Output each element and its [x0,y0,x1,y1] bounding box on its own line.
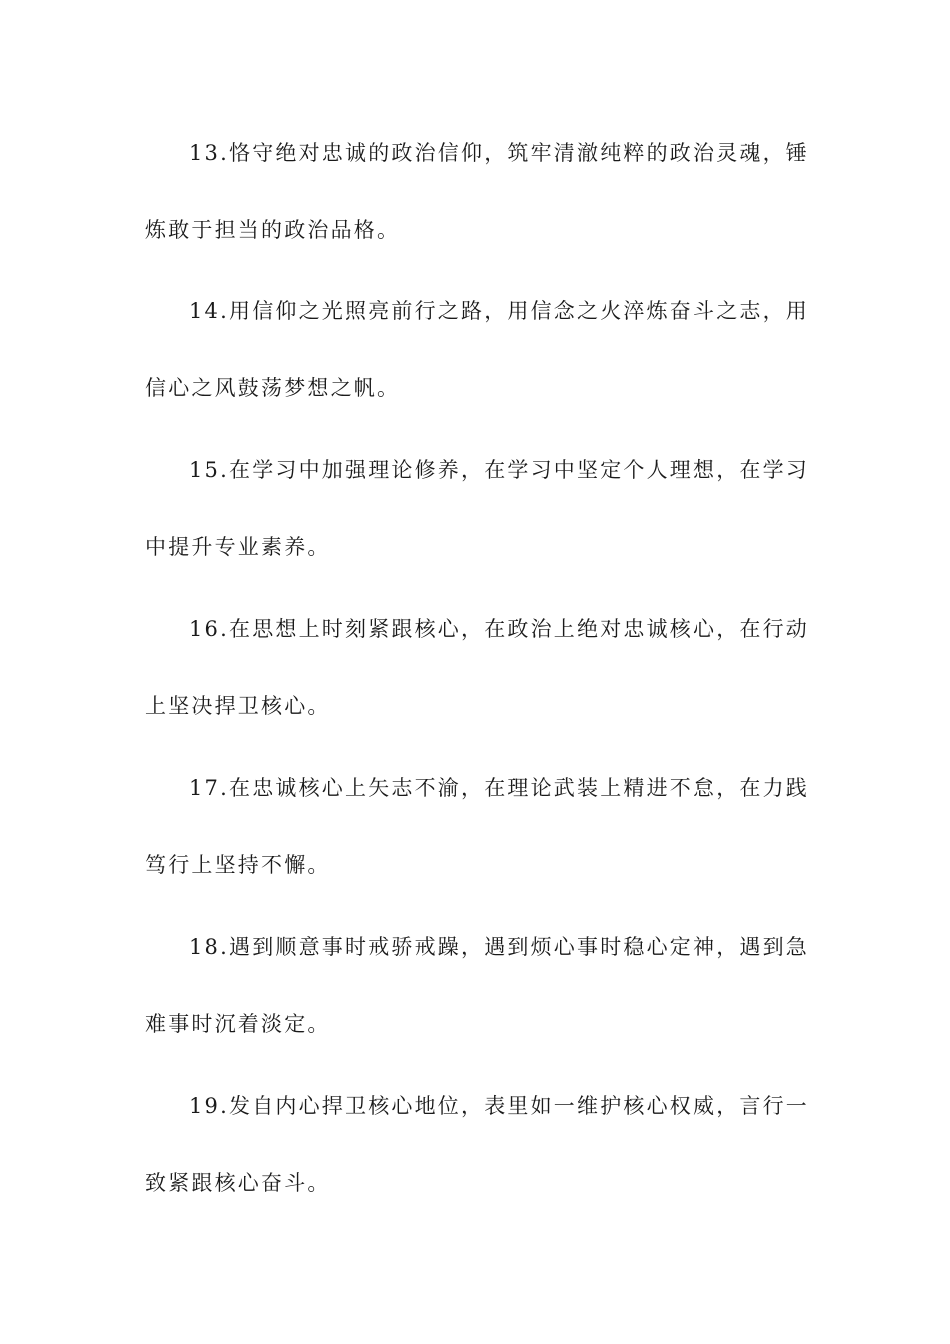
paragraph-14: 14.用信仰之光照亮前行之路，用信念之火淬炼奋斗之志，用信心之风鼓荡梦想之帆。 [145,299,809,400]
paragraph-17: 17.在忠诚核心上矢志不渝，在理论武装上精进不怠，在力践笃行上坚持不懈。 [145,776,809,877]
paragraph-15: 15.在学习中加强理论修养，在学习中坚定个人理想，在学习中提升专业素养。 [145,458,809,559]
paragraph-13: 13.恪守绝对忠诚的政治信仰，筑牢清澈纯粹的政治灵魂，锤炼敢于担当的政治品格。 [145,141,809,242]
paragraph-16: 16.在思想上时刻紧跟核心，在政治上绝对忠诚核心，在行动上坚决捍卫核心。 [145,617,809,718]
paragraph-19: 19.发自内心捍卫核心地位，表里如一维护核心权威，言行一致紧跟核心奋斗。 [145,1094,809,1195]
paragraph-18: 18.遇到顺意事时戒骄戒躁，遇到烦心事时稳心定神，遇到急难事时沉着淡定。 [145,935,809,1036]
